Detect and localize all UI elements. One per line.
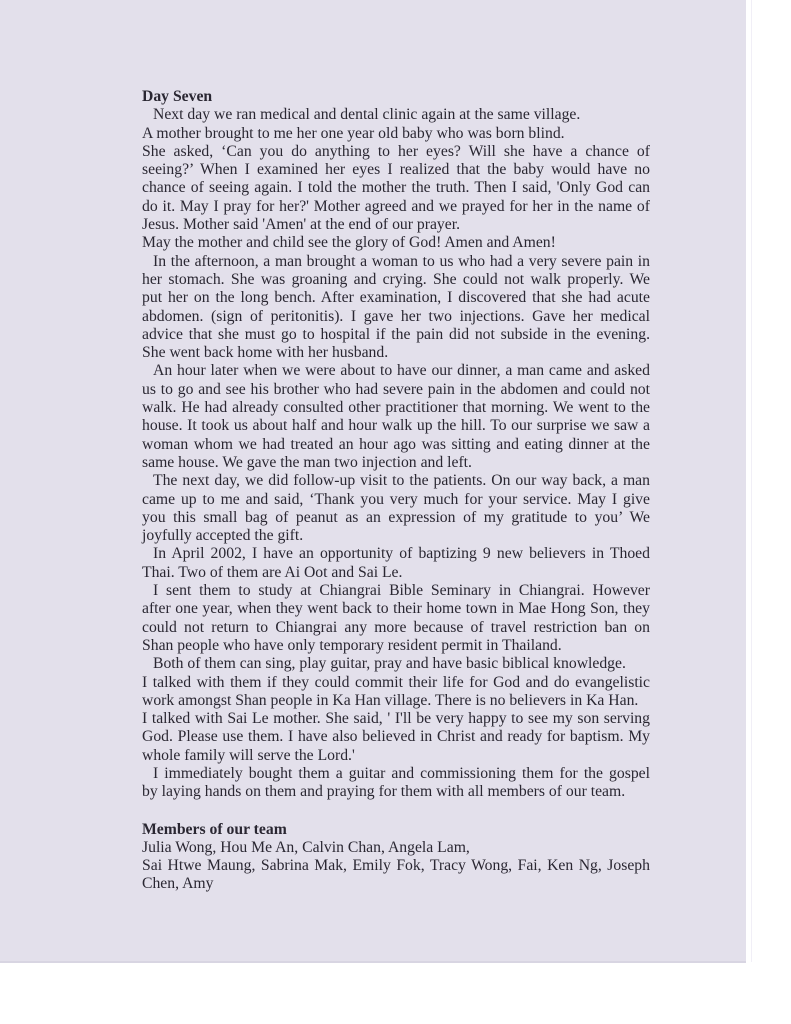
text-line: Julia Wong, Hou Me An, Calvin Chan, Angela Lam, [142,838,470,856]
text-line: chance of seeing again. I told the mother the truth. Then I said, 'Only God can [142,179,650,197]
text-line: An hour later when we were about to have our dinner, a man came and asked [153,362,650,380]
paragraph [142,125,650,143]
text-line: came up to me and said, ‘Thank you very much for your service. May I give [142,490,650,508]
text-line: Chen, Amy [142,875,214,893]
text-line: woman whom we had treated an hour ago was sitting and eating dinner at the [142,435,650,453]
text-line: her stomach. She was groaning and crying. She could not walk properly. We [142,270,650,288]
page-edge-line [751,0,752,962]
paragraph [142,857,650,894]
text-line: Sai Htwe Maung, Sabrina Mak, Emily Fok, Tracy Wong, Fai, Ken Ng, Joseph [142,857,650,875]
section-heading: Members of our team [142,820,287,838]
text-line: advice that she must go to hospital if the pain did not subside in the evening. [142,325,650,343]
paragraph [142,582,650,655]
text-line: May the mother and child see the glory of God! Amen and Amen! [142,234,556,252]
text-line: She asked, ‘Can you do anything to her eyes? Will she have a chance of [142,142,650,160]
text-line: could not return to Chiangrai any more because of travel restriction ban on [142,618,650,636]
text-line: same house. We gave the man two injection and left. [142,453,472,471]
text-line: by laying hands on them and praying for them with all members of our team. [142,783,626,801]
text-line: do it. May I pray for her?' Mother agreed and we prayed for her in the name of [142,197,650,215]
paragraph [142,839,650,857]
text-line: I sent them to study at Chiangrai Bible Seminary in Chiangrai. However [153,582,650,600]
text-line: you this small bag of peanut as an expression of my gratitude to you’ We [142,508,650,526]
paragraph [142,765,650,802]
text-line: joyfully accepted the gift. [142,527,304,545]
text-line: The next day, we did follow-up visit to the patients. On our way back, a man [153,472,650,490]
text-line: Both of them can sing, play guitar, pray and have basic biblical knowledge. [153,655,626,673]
document-body [142,88,650,894]
paragraph [142,710,650,765]
text-line: abdomen. (sign of peritonitis). I gave her two injections. Gave her medical [142,307,650,325]
text-line: In April 2002, I have an opportunity of baptizing 9 new believers in Thoed [153,545,650,563]
text-line: whole family will serve the Lord.' [142,746,355,764]
text-line: Next day we ran medical and dental clinic again at the same village. [153,106,581,124]
text-line: Shan people who have only temporary resident permit in Thailand. [142,636,562,654]
text-line: A mother brought to me her one year old baby who was born blind. [142,124,565,142]
text-line: In the afternoon, a man brought a woman to us who had a very severe pain in [153,252,650,270]
paragraph [142,655,650,673]
text-line: seeing?’ When I examined her eyes I realized that the baby would have no [142,161,650,179]
text-line: put her on the long bench. After examination, I discovered that she had acute [142,289,650,307]
section-heading: Day Seven [142,88,213,105]
paragraph [142,362,650,472]
text-line: God. Please use them. I have also believed in Christ and ready for baptism. My [142,728,650,746]
text-line: She went back home with her husband. [142,344,389,362]
text-line: us to go and see his brother who had severe pain in the abdomen and could not [142,380,650,398]
paragraph [142,472,650,545]
text-line: Thai. Two of them are Ai Oot and Sai Le. [142,563,403,581]
text-line: house. It took us about half and hour walk up the hill. To our surprise we saw a [142,417,650,435]
text-line: I immediately bought them a guitar and commissioning them for the gospel [153,764,650,782]
text-line: work amongst Shan people in Ka Han village. There is no believers in Ka Han. [142,691,639,709]
paragraph [142,143,650,234]
text-line: Jesus. Mother said 'Amen' at the end of our prayer. [142,216,461,234]
paragraph [142,674,650,711]
paragraph [142,106,650,124]
text-line: walk. He had already consulted other practitioner that morning. We went to the [142,399,650,417]
paragraph [142,234,650,252]
paragraph [142,545,650,582]
paragraph [142,253,650,363]
text-line: I talked with Sai Le mother. She said, ' I'll be very happy to see my son serving [142,710,650,728]
text-line: I talked with them if they could commit their life for God and do evangelistic [142,673,650,691]
text-line: after one year, when they went back to their home town in Mae Hong Son, they [142,600,650,618]
